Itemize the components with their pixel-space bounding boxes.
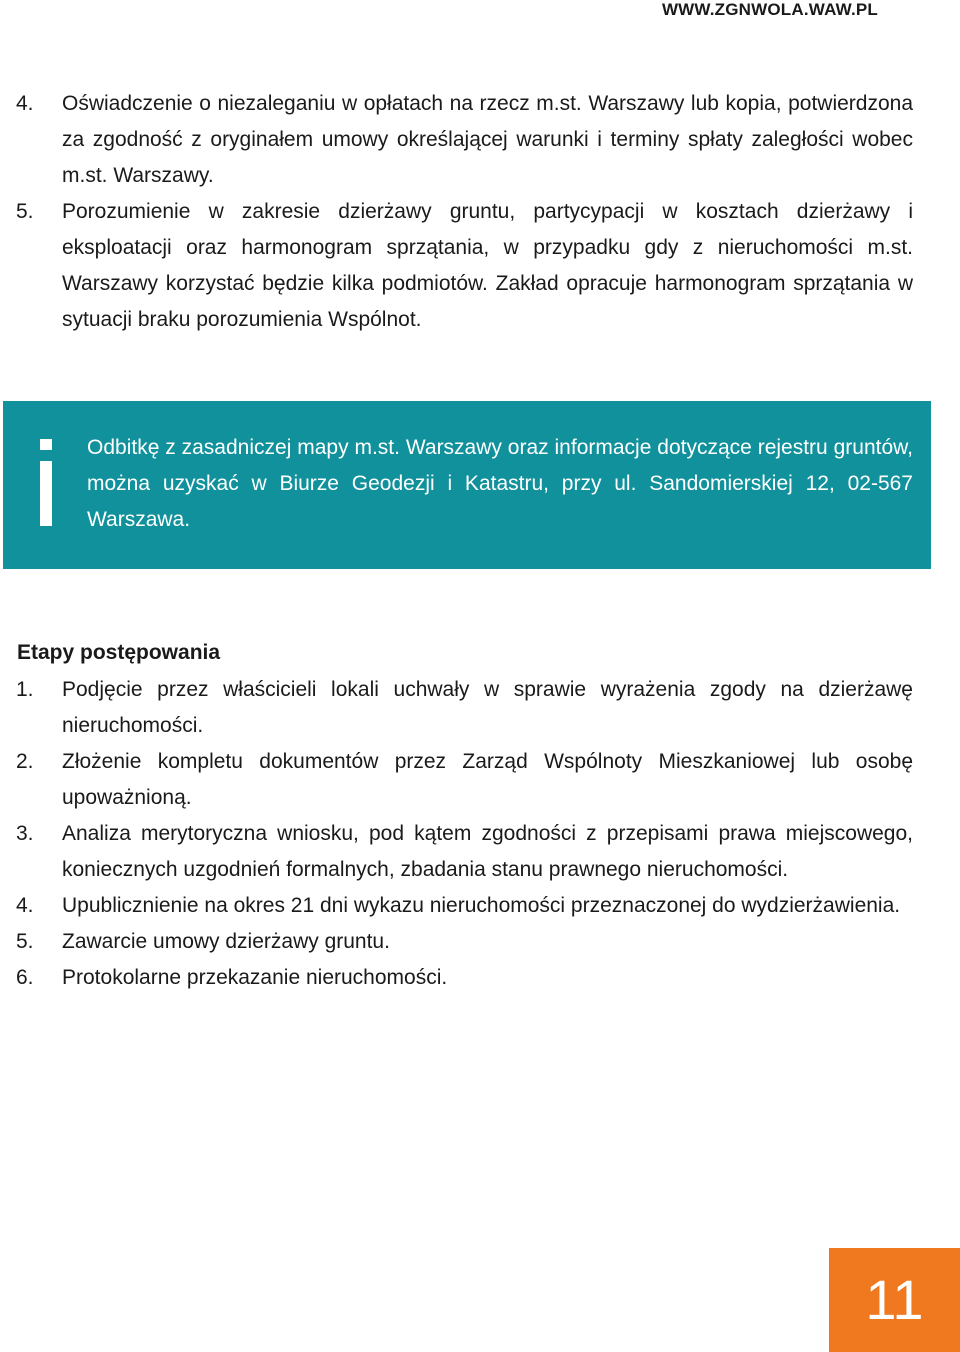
step-item xyxy=(16,924,913,960)
step-item xyxy=(16,744,913,816)
info-box xyxy=(3,401,931,569)
steps-list xyxy=(16,672,913,996)
info-icon xyxy=(40,439,52,526)
step-item xyxy=(16,816,913,888)
requirements-list xyxy=(16,86,913,338)
step-item xyxy=(16,888,913,924)
step-number: 1. xyxy=(16,678,34,701)
step-item xyxy=(16,672,913,744)
section-heading: Etapy postępowania xyxy=(17,641,221,664)
step-text: Zawarcie umowy dzierżawy gruntu. xyxy=(62,930,390,953)
step-item xyxy=(16,960,913,996)
list-item-number: 5. xyxy=(16,200,34,223)
header-url: WWW.ZGNWOLA.WAW.PL xyxy=(661,0,878,19)
list-item xyxy=(16,86,913,194)
step-number: 3. xyxy=(16,822,34,845)
list-item-number: 4. xyxy=(16,92,34,115)
step-number: 4. xyxy=(16,894,34,917)
info-text: Odbitkę z zasadniczej mapy m.st. Warszawy oraz informacje dotyczące rejestru gruntów, można uzyskać w Biurze Geodezji i Katastru, przy ul. Sandomierskiej 12, 02-567 Warszawa. xyxy=(87,436,913,531)
list-item-text: Porozumienie w zakresie dzierżawy gruntu, partycypacji w kosztach dzierżawy i eksploatacji oraz harmonogram sprzątania, w przypadku gdy z nieruchomości m.st. Warszawy korzystać będzie kilka podmiotów. Zakład opracuje harmonogram sprzątania w sytuacji braku porozumienia Wspólnot. xyxy=(62,200,913,331)
page-number: 11 xyxy=(829,1248,960,1352)
step-text: Upublicznienie na okres 21 dni wykazu nieruchomości przeznaczonej do wydzierżawienia. xyxy=(62,894,901,917)
step-number: 6. xyxy=(16,966,34,989)
step-number: 2. xyxy=(16,750,34,773)
step-number: 5. xyxy=(16,930,34,953)
step-text: Złożenie kompletu dokumentów przez Zarząd Wspólnoty Mieszkaniowej lub osobę upoważnioną. xyxy=(62,750,913,809)
step-text: Podjęcie przez właścicieli lokali uchwały w sprawie wyrażenia zgody na dzierżawę nieruchomości. xyxy=(62,678,913,737)
list-item xyxy=(16,194,913,338)
step-text: Protokolarne przekazanie nieruchomości. xyxy=(62,966,448,989)
list-item-text: Oświadczenie o niezaleganiu w opłatach na rzecz m.st. Warszawy lub kopia, potwierdzona za zgodność z oryginałem umowy określającej warunki i terminy spłaty zaległości wobec m.st. Warszawy. xyxy=(62,92,913,187)
step-text: Analiza merytoryczna wniosku, pod kątem zgodności z przepisami prawa miejscowego, koniecznych uzgodnień formalnych, zbadania stanu prawnego nieruchomości. xyxy=(62,822,913,881)
